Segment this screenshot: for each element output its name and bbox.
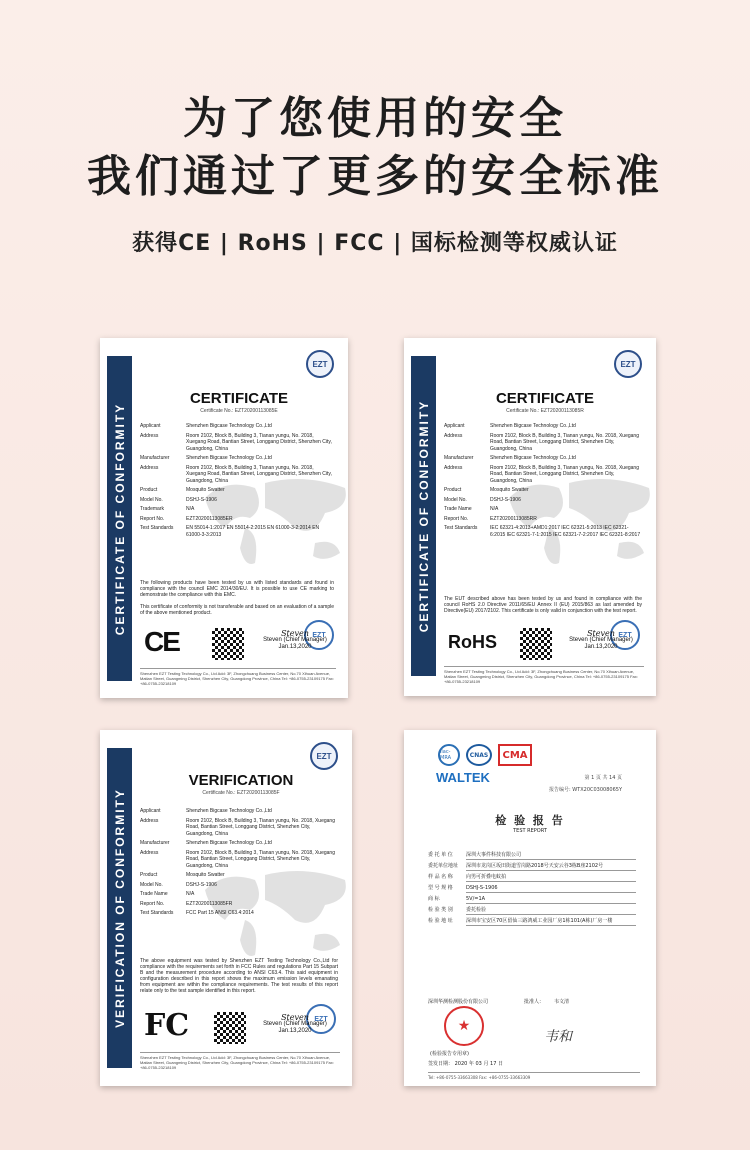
ezt-stamp-icon: EZT — [610, 620, 640, 650]
field-row: Trade Name N/A — [444, 506, 499, 512]
cma-icon: CMA — [498, 744, 532, 766]
ezt-stamp-icon: EZT — [306, 1004, 336, 1034]
ezt-logo-icon: EZT — [614, 350, 642, 378]
accreditation-logos — [438, 744, 532, 766]
qr-code-icon — [212, 628, 244, 660]
field-row: Trademark N/A — [140, 506, 195, 512]
field-row: 检 验 地 址 深圳市宝安区70区留仙三路鸿威工业园厂房1栋101(A栋)厂房一楼 — [428, 918, 636, 926]
field-row: Report No. EZT20200113085RR — [444, 515, 537, 522]
field-row: Applicant Shenzhen Bigcase Technology Co.,Ltd — [140, 423, 272, 429]
field-row: 型 号 规 格 DSHJ-S-1906 — [428, 885, 636, 893]
report-title-en: TEST REPORT — [513, 828, 547, 834]
field-row: 检 验 类 别 委托检验 — [428, 907, 636, 915]
field-row: Product Mosquito Swatter — [140, 487, 225, 493]
field-row: Address Room 2102, Block B, Building 3, Tianan yungu, No. 2018, Xuegang Road, Bantian Street, Longgang District, Shenzhen City, Guangdong, China — [444, 464, 639, 484]
headline-line-2: 我们通过了更多的安全标准 — [87, 151, 663, 202]
certificate-footer: Shenzhen EZT Testing Technology Co., Ltd Add: 3F, Zhongchuang Business Center, No.70 Xihuan Avenue, Matian Street, Guangming District, Shenzhen City, Guangdong Province, China Tel: +86-0755-23109175 Fax: +86-0755-23218109 — [140, 1052, 340, 1070]
approver-label: 批准人： — [524, 999, 545, 1005]
certificate-fields — [140, 808, 338, 920]
field-row: Manufacturer Shenzhen Bigcase Technology Co.,Ltd — [140, 455, 272, 461]
cnas-icon: CNAS — [466, 744, 492, 766]
field-row: Model No. DSHJ-S-1906 — [140, 881, 217, 888]
field-row: 样 品 名 称 向男可折叠电蚊拍 — [428, 874, 636, 882]
field-row: Product Mosquito Swatter — [140, 872, 225, 878]
signature: Steven Steven (Chief Manager) Jan.13,2020 — [263, 629, 327, 650]
field-row: Address Room 2102, Block B, Building 3, Tianan yungu, No. 2018, Xuegang Road, Bantian Street, Longgang District, Shenzhen City, Guangdong, China — [444, 432, 639, 452]
issue-date: 签发日期： 2020 年 03 月 17 日 — [428, 1061, 503, 1067]
rohs-mark-icon: RoHS — [448, 632, 497, 652]
ce-mark-icon: CE — [144, 626, 179, 657]
certificate-number: Certificate No.: EZT20200113085R — [506, 408, 584, 414]
headline-line-1: 为了您使用的安全 — [183, 93, 567, 144]
certificate-number: Certificate No.: EZT20200113085E — [200, 408, 278, 414]
certification-subtitle: 获得CE | RoHS | FCC | 国标检测等权威认证 — [132, 231, 618, 256]
field-row: Applicant Shenzhen Bigcase Technology Co.,Ltd — [140, 808, 272, 814]
report-number: 报告编号: WTX20C03008065Y — [548, 787, 622, 793]
field-row: Manufacturer Shenzhen Bigcase Technology Co.,Ltd — [140, 840, 272, 846]
field-row: Address Room 2102, Block B, Building 3, Tianan yungu, No. 2018, Xuegang Road, Bantian Street, Longgang District, Shenzhen City, Guangdong, China — [140, 464, 332, 484]
field-row: Applicant Shenzhen Bigcase Technology Co.,Ltd — [444, 423, 576, 429]
certificate-fields — [140, 423, 334, 541]
field-row: Test Standards IEC 62321-4:2013+AMD1:2017 IEC 62321-5:2013 IEC 62321-6:2015 IEC 62321-7-1:2015 IEC 62321-7-2:2017 IEC 62321-8:2017 — [444, 525, 641, 538]
field-row: Product Mosquito Swatter — [444, 487, 529, 493]
compliance-statement: The EUT described above has been tested by us and found in compliance with the council RoHS 2.0 Directive 2011/65/EU Annex II (EU) 2015/863 as last amended by Directive(EU) 2017/2102. This certificate is only valid in conjunction with the test report. — [444, 596, 642, 614]
certificate-title: CERTIFICATE — [189, 390, 289, 407]
transfer-statement: This certificate of conformity is not transferable and based on an evaluation of a sample of the above mentioned product. — [140, 604, 334, 616]
field-row: Model No. DSHJ-S-1906 — [444, 496, 521, 503]
fcc-mark-icon: FC — [144, 1008, 190, 1043]
qr-code-icon — [520, 628, 552, 660]
certificate-footer: Shenzhen EZT Testing Technology Co., Ltd Add: 3F, Zhongchuang Business Center, No.70 Xihuan Avenue, Matian Street, Guangming District, Shenzhen City, Guangdong Province, China Tel: +86-0755-23109175 Fax: +86-0755-23218109 — [444, 666, 644, 684]
ezt-logo-icon: EZT — [306, 350, 334, 378]
testing-organization: 深圳华测检测股份有限公司 — [428, 999, 489, 1005]
field-row: Manufacturer Shenzhen Bigcase Technology Co.,Ltd — [444, 455, 576, 461]
conformity-band: CERTIFICATE OF CONFORMITY — [107, 356, 132, 681]
signature: Steven Steven (Chief Manager) Jan.13,2020 — [569, 629, 633, 650]
field-row: Test Standards FCC Part 15 ANSI C63.4:2014 — [140, 910, 254, 916]
ilac-mra-icon: ilac-MRA — [438, 744, 460, 766]
field-row: Test Standards EN 55014-1:2017 EN 55014-2:2015 EN 61000-3-2:2014 EN 61000-3-3:2013 — [140, 525, 320, 538]
report-title: 检 验 报 告 — [495, 814, 565, 827]
seal-label: (检验报告专用章) — [430, 1051, 469, 1057]
red-seal-stamp-icon: ★ — [444, 1006, 484, 1046]
compliance-statement: The following products have been tested by us with listed standards and found in compliance with the council EMC 2014/30/EU. It is possible to use CE marking to demonstrate the compliance with this EMC. — [140, 580, 334, 598]
field-row: Report No. EZT20200113085ER — [140, 515, 233, 522]
ezt-logo-icon: EZT — [310, 742, 338, 770]
chinese-test-report — [404, 730, 656, 1086]
qr-code-icon — [214, 1012, 246, 1044]
certificate-title: CERTIFICATE — [495, 390, 595, 407]
handwritten-signature: 韦和 — [544, 1029, 572, 1045]
waltek-brand: WALTEK — [436, 770, 490, 785]
signature: Steven Steven (Chief Manager) Jan.13,2020 — [263, 1013, 327, 1034]
report-fields — [428, 852, 636, 929]
compliance-statement: The above equipment was tested by Shenzhen EZT Testing Technology Co.,Ltd for compliance with the requirements set forth in FCC Rules and regulations Part 15 Subpart B and the measurement procedure according to ANSI C63.4. This said equipment in configuration described in this report shows the maximum emission levels emanating from equipment are within the compliance requirements. The test results of this report relate only to the test sample identified in this report. — [140, 958, 338, 994]
field-row: Address Room 2102, Block B, Building 3, Tianan yungu, No. 2018, Xuegang Road, Bantian Street, Longgang District, Shenzhen City, Guangdong, China — [140, 432, 332, 452]
field-row: Trade Name N/A — [140, 891, 195, 897]
conformity-band: VERIFICATION OF CONFORMITY — [107, 748, 132, 1068]
field-row: 委托单位地址 深圳市龙岗区坂田街道雪岗路2018号天安云谷3栋B座2102号 — [428, 863, 636, 871]
rohs-certificate — [404, 338, 656, 696]
field-row: 委 托 单 位 深圳大事件科技有限公司 — [428, 852, 636, 860]
approver-name: 韦文清 — [554, 999, 570, 1005]
certificate-number: Certificate No.: EZT20200113085F — [202, 790, 280, 796]
certificate-footer: Shenzhen EZT Testing Technology Co., Ltd Add: 3F, Zhongchuang Business Center, No.70 Xihuan Avenue, Matian Street, Guangming District, Shenzhen City, Guangdong Province, China Tel: +86-0755-23109175 Fax: +86-0755-23218109 — [140, 668, 336, 686]
verification-title: VERIFICATION — [188, 772, 294, 789]
field-row: Model No. DSHJ-S-1906 — [140, 496, 217, 503]
conformity-band: CERTIFICATE OF CONFORMITY — [411, 356, 436, 676]
report-footer: Tel: +86-0755-33663308 Fax: +86-0755-33663309 — [428, 1072, 640, 1080]
ezt-stamp-icon: EZT — [304, 620, 334, 650]
field-row: Report No. EZT20200113085FR — [140, 900, 233, 907]
ce-certificate — [100, 338, 348, 698]
certificate-fields — [444, 423, 642, 541]
field-row: Address Room 2102, Block B, Building 3, Tianan yungu, No. 2018, Xuegang Road, Bantian Street, Longgang District, Shenzhen City, Guangdong, China — [140, 817, 335, 837]
fcc-verification — [100, 730, 352, 1086]
field-row: 商 标 5V/=1A — [428, 896, 636, 904]
field-row: Address Room 2102, Block B, Building 3, Tianan yungu, No. 2018, Xuegang Road, Bantian Street, Longgang District, Shenzhen City, Guangdong, China — [140, 849, 335, 869]
page-indicator: 第 1 页 共 14 页 — [584, 775, 622, 781]
